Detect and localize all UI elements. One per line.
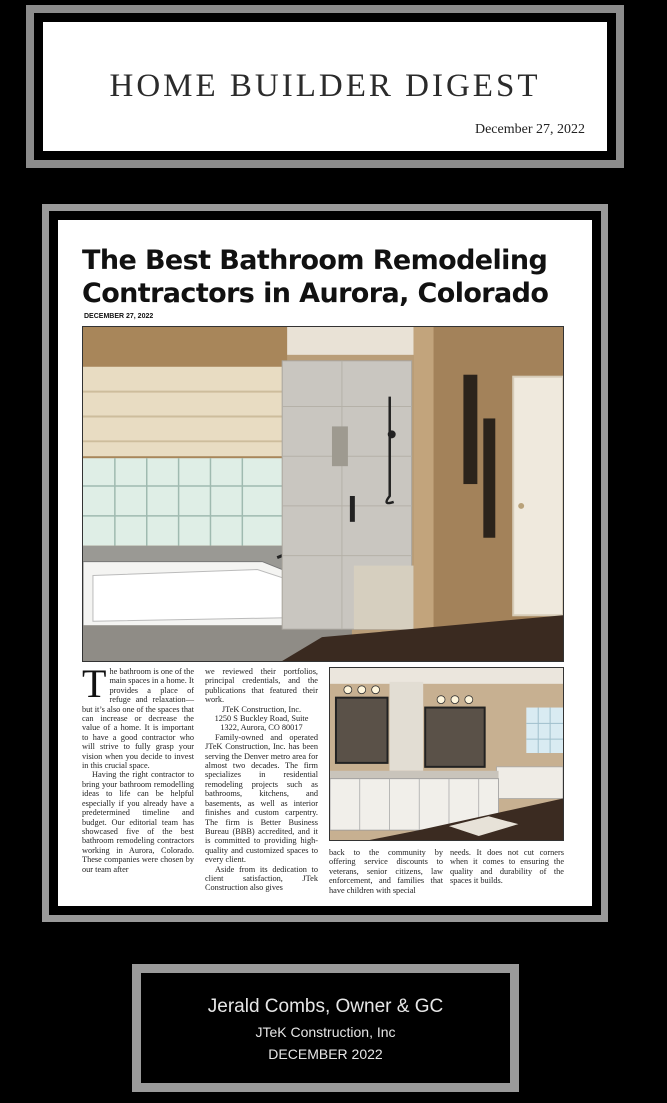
masthead-plaque-border xyxy=(34,13,616,160)
article-plaque-border xyxy=(49,211,601,915)
article-column-3 xyxy=(329,848,443,895)
article-dateline: DECEMBER 27, 2022 xyxy=(84,313,154,320)
paragraph: Family-owned and operated JTeK Construction, Inc. has been serving the Denver metro area for almost two decades. The firm specializes in residential remodeling projects such as bathrooms, kitchens, and basements, as well as interior finishes and custom carpentry. The firm is Better Business Bureau (BBB) accredited, and it is committed to providing high-quality and customized spaces to every client. xyxy=(205,732,318,865)
nameplate xyxy=(132,964,519,1092)
publication-title: HOME BUILDER DIGEST xyxy=(109,68,541,104)
headline-line-1: The Best Bathroom Remodeling xyxy=(82,245,548,276)
paragraph: needs. It does not cut corners when it comes to ensuring the quality and durability of the spaces it builds. xyxy=(450,848,564,886)
publication-date: December 27, 2022 xyxy=(474,122,585,137)
bathroom-photo xyxy=(82,326,564,662)
paragraph: back to the community by offering service discounts to veterans, senior citizens, law enforcement, and families that have children with special xyxy=(329,848,443,895)
nameplate-inner xyxy=(141,973,510,1083)
article-column-2 xyxy=(205,667,318,893)
article-plaque xyxy=(42,204,608,922)
article-page xyxy=(58,220,592,906)
article-column-1 xyxy=(82,661,194,874)
paragraph: he bathroom is one of the main spaces in a home. It provides a place of refuge and relaxation—but it’s also one of the spaces that can increase or decrease the value of a home. It is important to have a good contractor who will strive to fully grasp your vision when you decide to invest in this crucial space. xyxy=(82,667,194,771)
paragraph: Having the right contractor to bring your bathroom remodelling ideas to life can be helpful especially if you already have a predetermined timeline and budget. Our editorial team has showcased five of the best bathroom remodeling contractors working in Aurora, Colorado. These companies were chosen by our team after xyxy=(82,770,194,874)
article-column-4 xyxy=(450,848,564,886)
vanity-photo xyxy=(329,667,564,841)
company-name: JTeK Construction, Inc xyxy=(255,1024,396,1040)
paragraph: Aside from its dedication to client satisfaction, JTek Construction also gives xyxy=(205,864,318,893)
masthead-plaque xyxy=(26,5,624,168)
headline-line-2: Contractors in Aurora, Colorado xyxy=(82,278,549,309)
paragraph: we reviewed their portfolios, principal credentials, and the publications that featured their work. xyxy=(205,667,318,705)
company-name: JTeK Construction, Inc. xyxy=(221,704,302,714)
masthead-card xyxy=(43,22,607,151)
award-date: DECEMBER 2022 xyxy=(268,1046,383,1062)
owner-name: Jerald Combs, Owner & GC xyxy=(207,996,444,1017)
company-address: 1250 S Buckley Road, Suite 1322, Aurora, CO 80017 xyxy=(214,714,309,733)
drop-cap: T xyxy=(82,661,107,706)
article-headline xyxy=(82,244,582,310)
